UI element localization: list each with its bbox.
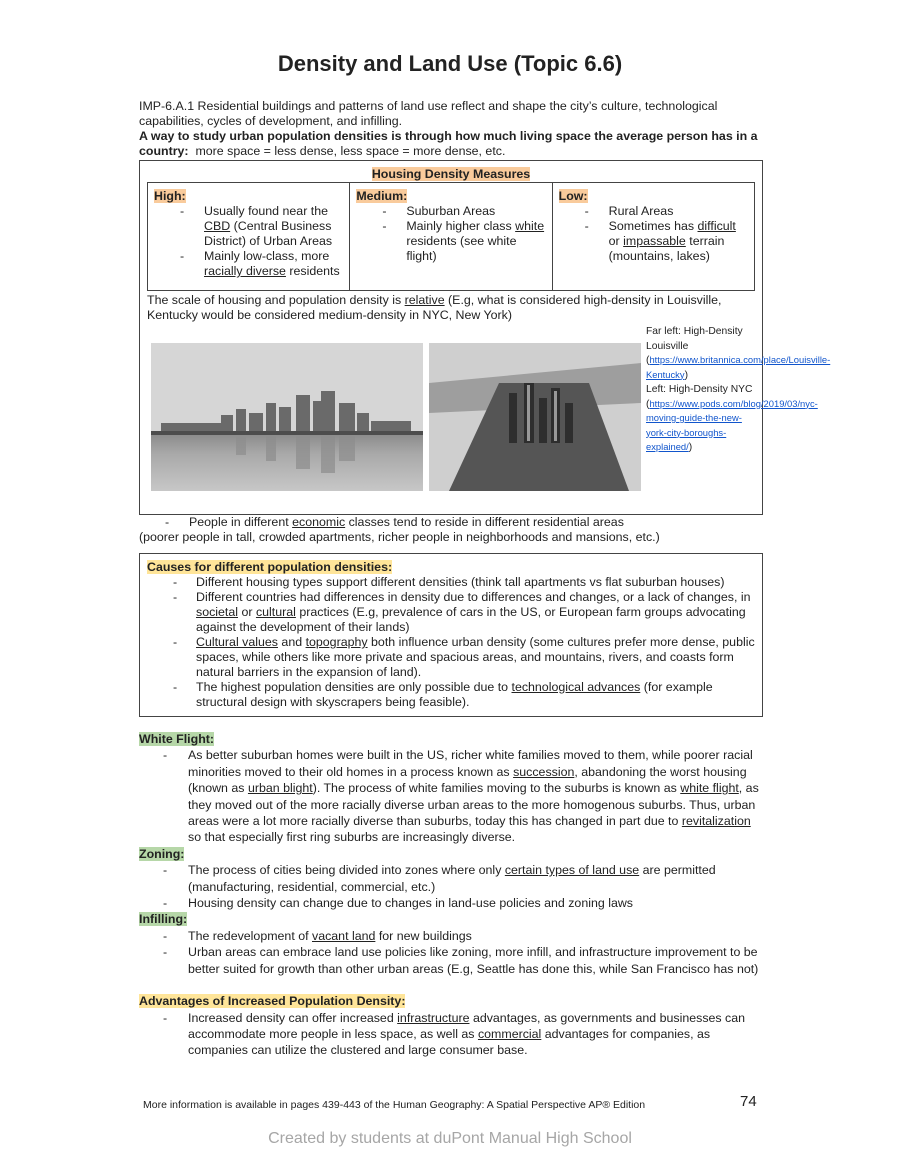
list-item: - Increased density can offer increased infrastructure advantages, as governments and businesses can accommodate more people in less space, as well as commercial advantages for companies, as companies can utilize the clustered and large consumer base. [139,1010,763,1059]
list-item: - Cultural values and topography both influence urban density (some cultures prefer more dense, public spaces, while others like more private and spacious areas, and mountains, rivers, and coasts form natural barriers in the expansion of land). [147,635,755,680]
list-item: - Urban areas can embrace land use policies like zoning, more infill, and infrastructure improvement to be better suited for growth than other urban areas (E.g, Seattle has done this, while San Francisco has not) [139,944,763,977]
list-item: - Housing density can change due to changes in land-use policies and zoning laws [139,895,763,911]
economic-note: (poorer people in tall, crowded apartments, richer people in neighborhoods and mansions, etc.) [139,530,660,544]
white-flight-section [139,731,763,846]
intro-bold: A way to study urban population densities is through how much living space the average person has in a country: [139,129,758,158]
advantages-heading: Advantages of Increased Population Density: [139,994,406,1009]
list-item: - Sometimes has difficult or impassable terrain (mountains, lakes) [559,219,748,264]
document-body [139,99,831,1059]
zoning-heading: Zoning: [139,846,185,861]
housing-density-title: Housing Density Measures [371,167,531,181]
list-item: - Suburban Areas [356,204,545,219]
density-scale-text: The scale of housing and population density is relative (E.g, what is considered high-density in Louisville, Kentucky would be considered medium-density in NYC, New York) [147,293,722,322]
list-item: - Different housing types support different densities (think tall apartments vs flat suburban houses) [147,575,755,590]
imp-statement: IMP-6.A.1 Residential buildings and patterns of land use reflect and shape the city’s culture, technological capabilities, cycles of development, and infilling. [139,99,718,128]
page-title: Density and Land Use (Topic 6.6) [277,51,623,76]
density-high-label: High: [154,189,186,203]
infilling-heading: Infilling: [139,912,188,927]
list-item: - The highest population densities are only possible due to technological advances (for example structural design with skyscrapers being feasible). [147,680,755,710]
housing-density-box [139,160,831,515]
nyc-aerial-photo [429,343,641,491]
white-flight-heading: White Flight: [139,732,215,746]
list-item: - Mainly higher class white residents (see white flight) [356,219,545,264]
photo-caption: Far left: High-Density Louisville (https://www.britannica.com/place/Louisville-Kentucky) Left: High-Density NYC (https://www.pods.com/blog/2019/03/nyc-moving-guide-the-new-york-city-boroughs-explained/) [646,326,831,453]
causes-heading: Causes for different population densities: [147,560,393,574]
britannica-link[interactable]: https://www.britannica.com/place/Louisville-Kentucky [646,354,831,380]
list-item: - Different countries had differences in density due to differences and changes, or a lack of changes, in societal or cultural practices (E.g, prevalence of cars in the US, or European farm groups advocating against the development of their lands) [147,590,755,635]
density-medium-label: Medium: [356,189,408,203]
list-item: - Mainly low-class, more racially diverse residents [154,249,343,279]
created-by: Created by students at duPont Manual High School [268,1130,632,1147]
louisville-skyline-photo [151,343,423,491]
infilling-section [139,911,763,977]
housing-density-table [147,182,755,291]
list-item: - The process of cities being divided into zones where only certain types of land use are permitted (manufacturing, residential, commercial, etc.) [139,862,763,895]
intro-statement [139,129,763,159]
caption-left: Left: High-Density NYC [646,384,753,395]
caption-far-left: Far left: High-Density Louisville [646,326,743,352]
density-low-col [553,183,754,290]
causes-box [139,553,763,717]
zoning-section [139,846,763,912]
list-item: - The redevelopment of vacant land for new buildings [139,928,763,944]
density-high-col [148,183,350,290]
list-item: - As better suburban homes were built in the US, richer white families moved to them, while poorer racial minorities moved to their old homes in a process known as succession, abandoning the worst housing (known as urban blight). The process of white families moving to the suburbs is known as white flight, as they moved out of the more racially diverse urban areas to the more homogenous suburbs. Thus, urban areas were a lot more racially diverse than suburbs, today this has changed in part due to revitalization so that especially first ring suburbs are increasingly diverse. [139,747,763,845]
economic-item: - People in different economic classes tend to reside in different residential areas [139,515,763,530]
page-number: 74 [740,1093,757,1110]
pods-link[interactable]: https://www.pods.com/blog/2019/03/nyc-moving-guide-the-new-york-city-boroughs-explained/ [646,397,818,452]
intro-rest: more space = less dense, less space = more dense, etc. [195,144,506,158]
list-item: - Usually found near the CBD (Central Business District) of Urban Areas [154,204,343,249]
footer-note: More information is available in pages 439-443 of the Human Geography: A Spatial Perspective AP® Edition [143,1099,646,1111]
list-item: - Rural Areas [559,204,748,219]
density-medium-col [350,183,552,290]
density-low-label: Low: [558,189,588,203]
advantages-section [139,993,763,1059]
